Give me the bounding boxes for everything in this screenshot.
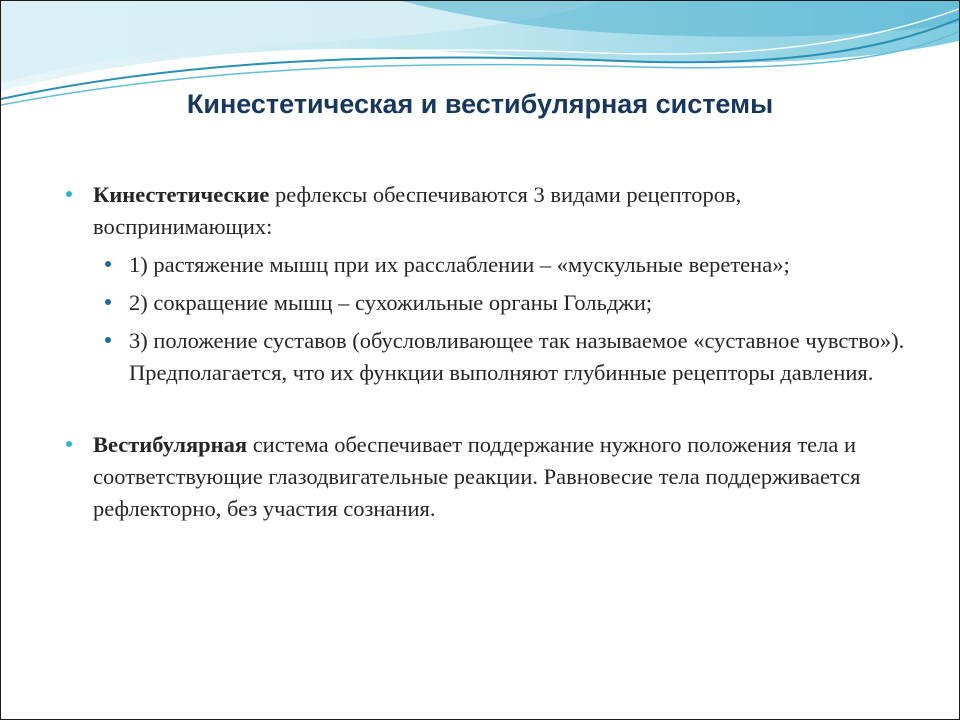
sub-bullet-item — [129, 287, 923, 319]
bullet-dot-icon — [66, 191, 72, 197]
bullet-item-vestibular — [93, 429, 923, 525]
bold-term: Кинестетические — [93, 182, 270, 207]
sub-bullet-item — [129, 249, 923, 281]
sub-bullet-text: 2) сокращение мышц – сухожильные органы Гольджи; — [129, 290, 653, 315]
spacer — [93, 389, 923, 429]
sub-bullet-item — [129, 325, 923, 389]
bold-term: Вестибулярная — [93, 432, 248, 457]
sub-bullet-text: 1) растяжение мышц при их расслаблении – «мускульные веретена»; — [129, 252, 790, 277]
sub-bullet-dot-icon — [105, 299, 111, 305]
bullet-dot-icon — [66, 441, 72, 447]
sub-bullet-text: 3) положение суставов (обусловливающее так называемое «суставное чувство»). Предполагается, что их функции выполняют глубинные рецепторы давления. — [129, 328, 905, 385]
slide-content — [93, 179, 923, 525]
bullet-text: рефлексы обеспечиваются 3 видами рецепторов, воспринимающих: — [93, 182, 742, 239]
sub-bullet-dot-icon — [105, 337, 111, 343]
slide-title: Кинестетическая и вестибулярная системы — [186, 89, 774, 119]
bullet-item-kinesthetic — [93, 179, 923, 243]
bullet-text: система обеспечивает поддержание нужного положения тела и соответствующие глазодвигательные реакции. Равновесие тела поддерживается рефлекторно, без участия сознания. — [93, 432, 861, 521]
sub-bullet-dot-icon — [105, 261, 111, 267]
